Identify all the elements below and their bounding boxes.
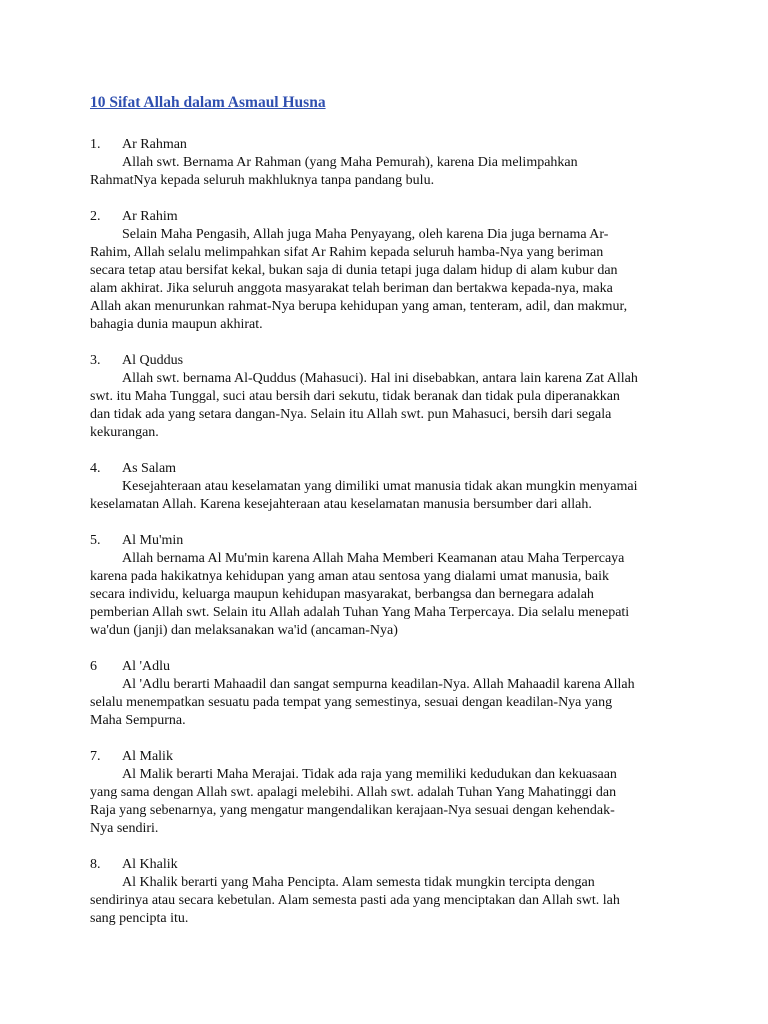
item-number: 1. bbox=[90, 137, 101, 152]
item-number: 7. bbox=[90, 749, 101, 764]
list-item bbox=[90, 136, 690, 190]
item-description: Kesejahteraan atau keselamatan yang dimiliki umat manusia tidak akan mungkin menyamai keselamatan Allah. Karena kesejahteraan atau keselamatan manusia bersumber dari allah. bbox=[90, 479, 638, 512]
list-item bbox=[90, 856, 690, 928]
item-description: Allah swt. bernama Al-Quddus (Mahasuci). Hal ini disebabkan, antara lain karena Zat Allah swt. itu Maha Tunggal, suci atau bersih dari sekutu, tidak beranak dan tidak pula diperanakkan dan tidak ada yang setara dangan-Nya. Selain itu Allah swt. pun Mahasuci, bersih dari segala kekurangan. bbox=[90, 371, 638, 440]
item-heading bbox=[90, 748, 690, 766]
item-heading bbox=[90, 208, 690, 226]
item-description: Al 'Adlu berarti Mahaadil dan sangat sempurna keadilan-Nya. Allah Mahaadil karena Allah selalu menempatkan sesuatu pada tempat yang semestinya, sesuai dengan keadilan-Nya yang Maha Sempurna. bbox=[90, 677, 635, 728]
item-description: Selain Maha Pengasih, Allah juga Maha Penyayang, oleh karena Dia juga bernama Ar- Rahim, Allah selalu melimpahkan sifat Ar Rahim kepada seluruh hamba-Nya yang beriman secara tetap atau bersifat kekal, bukan saja di dunia tetapi juga dalam hidup di alam kubur dan alam akhirat. Jika seluruh anggota masyarakat telah beriman dan bertakwa kepada-nya, maka Allah akan menurunkan rahmat-Nya berupa kehidupan yang aman, tenteram, adil, dan makmur, bahagia dunia maupun akhirat. bbox=[90, 227, 628, 332]
list-item bbox=[90, 460, 690, 514]
list-item bbox=[90, 532, 690, 640]
list-item bbox=[90, 208, 690, 334]
item-number: 5. bbox=[90, 533, 101, 548]
document-page bbox=[90, 92, 690, 946]
item-name: Al Mu'min bbox=[122, 533, 184, 548]
item-number: 4. bbox=[90, 461, 101, 476]
list-item bbox=[90, 352, 690, 442]
item-heading bbox=[90, 658, 690, 676]
item-name: Al Khalik bbox=[122, 857, 178, 872]
item-name: As Salam bbox=[122, 461, 177, 476]
item-heading bbox=[90, 136, 690, 154]
item-description: Allah swt. Bernama Ar Rahman (yang Maha Pemurah), karena Dia melimpahkan RahmatNya kepada seluruh makhluknya tanpa pandang bulu. bbox=[90, 155, 578, 188]
item-name: Ar Rahim bbox=[122, 209, 178, 224]
list-item bbox=[90, 658, 690, 730]
document-title[interactable]: 10 Sifat Allah dalam Asmaul Husna bbox=[90, 94, 326, 111]
item-name: Al Malik bbox=[122, 749, 173, 764]
item-name: Ar Rahman bbox=[122, 137, 187, 152]
item-name: Al Quddus bbox=[122, 353, 184, 368]
item-number: 3. bbox=[90, 353, 101, 368]
item-number: 6 bbox=[90, 659, 97, 674]
item-number: 8. bbox=[90, 857, 101, 872]
item-description: Al Malik berarti Maha Merajai. Tidak ada raja yang memiliki kedudukan dan kekuasaan yang sama dengan Allah swt. apalagi melebihi. Allah swt. adalah Tuhan Yang Mahatinggi dan Raja yang sebenarnya, yang mengatur mangendalikan kerajaan-Nya sesuai dengan kehendak- Nya sendiri. bbox=[90, 767, 617, 836]
item-heading bbox=[90, 532, 690, 550]
item-heading bbox=[90, 460, 690, 478]
item-number: 2. bbox=[90, 209, 101, 224]
item-description: Allah bernama Al Mu'min karena Allah Maha Memberi Keamanan atau Maha Terpercaya karena pada hakikatnya kehidupan yang aman atau sentosa yang dialami umat manusia, baik secara individu, keluarga maupun kehidupan masyarakat, berbangsa dan bernegara adalah pemberian Allah swt. Selain itu Allah adalah Tuhan Yang Maha Terpercaya. Dia selalu menepati wa'dun (janji) dan melaksanakan wa'id (ancaman-Nya) bbox=[90, 551, 630, 638]
item-heading bbox=[90, 352, 690, 370]
item-name: Al 'Adlu bbox=[122, 659, 171, 674]
list-item bbox=[90, 748, 690, 838]
item-heading bbox=[90, 856, 690, 874]
item-description: Al Khalik berarti yang Maha Pencipta. Alam semesta tidak mungkin tercipta dengan sendirinya atau secara kebetulan. Alam semesta pasti ada yang menciptakan dan Allah swt. lah sang pencipta itu. bbox=[90, 875, 620, 926]
